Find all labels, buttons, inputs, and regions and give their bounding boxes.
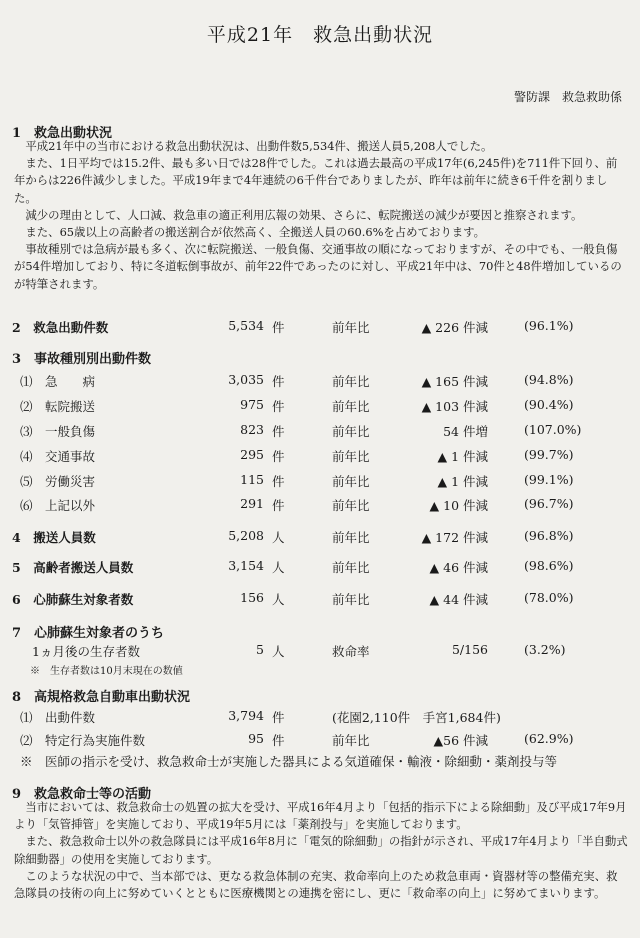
row-unit: 件 [272, 474, 285, 489]
row-percent: (78.0%) [524, 590, 574, 605]
section8-note: ※ 医師の指示を受け、救急救命士が実施した器具による気道確保・輸液・除細動・薬剤投与等 [20, 754, 558, 769]
row-value: 5 [256, 642, 264, 657]
row-label: 1ヵ月後の生存者数 [32, 644, 140, 659]
row-unit: 人 [272, 592, 285, 607]
row-value: 3,154 [228, 558, 264, 573]
row-compare: 前年比 [332, 530, 370, 545]
row-diff: ▲ 172 件減 [421, 530, 488, 545]
row-label: ⑶ 一般負傷 [20, 424, 96, 439]
section3-heading: 3 事故種別別出動件数 [12, 352, 152, 367]
row-label: 5 高齢者搬送人員数 [12, 560, 134, 575]
section4-row [12, 528, 628, 548]
row-diff: 5/156 [451, 642, 488, 657]
row-unit: 件 [272, 320, 285, 335]
row-percent: (62.9%) [524, 731, 574, 746]
row-value: 3,035 [228, 372, 264, 387]
row-compare: 救命率 [332, 644, 370, 659]
row-diff: ▲56 件減 [433, 733, 488, 748]
row-compare: 前年比 [332, 733, 370, 748]
row-label: 4 搬送人員数 [12, 530, 96, 545]
department-label: 警防課 救急救助係 [513, 90, 622, 104]
section1-body [14, 138, 628, 293]
section6-row [12, 590, 628, 610]
row-unit: 件 [272, 710, 285, 725]
row-diff: ▲ 103 件減 [421, 399, 488, 414]
row-unit: 件 [272, 498, 285, 513]
section8-row1 [12, 708, 628, 728]
row-unit: 件 [272, 374, 285, 389]
row-value: 823 [240, 422, 264, 437]
table-row [12, 397, 628, 417]
section5-row [12, 558, 628, 578]
row-percent: (90.4%) [524, 397, 574, 412]
row-value: 5,534 [228, 318, 264, 333]
row-percent: (96.1%) [524, 318, 574, 333]
table-row [12, 372, 628, 392]
row-unit: 件 [272, 424, 285, 439]
row-diff: ▲ 46 件減 [429, 560, 488, 575]
row-label: 2 救急出動件数 [12, 320, 109, 335]
row-value: 95 [248, 731, 264, 746]
row-percent: (99.1%) [524, 472, 574, 487]
row-compare: 前年比 [332, 449, 370, 464]
table-row [12, 447, 628, 467]
row-value: 975 [240, 397, 264, 412]
table-row [12, 496, 628, 516]
row-label: ⑵ 特定行為実施件数 [20, 733, 146, 748]
row-label: ⑷ 交通事故 [20, 449, 96, 464]
row-unit: 件 [272, 733, 285, 748]
row-diff: 54 件増 [443, 424, 488, 439]
row-value: 295 [240, 447, 264, 462]
section2-row [12, 318, 628, 338]
row-value: 5,208 [228, 528, 264, 543]
table-row [12, 422, 628, 442]
row-unit: 人 [272, 530, 285, 545]
section1-paragraph: また、1日平均では15.2件、最も多い日では28件でした。これは過去最高の平成17年(6,245件)を711件下回り、前年からは226件減少しました。平成19年まで4年連続の6千件台でありましたが、昨年は前年に続き6千件を割りました。 [14, 156, 618, 205]
row-compare: 前年比 [332, 498, 370, 513]
section1-paragraph: 事故種別では急病が最も多く、次に転院搬送、一般負傷、交通事故の順になっておりますが、その中でも、一般負傷が54件増加しており、特に冬道転倒事故が、前年22件であったのに対し、平成21年中は、70件と48件増加しているのが特筆されます。 [14, 242, 622, 291]
row-percent: (99.7%) [524, 447, 574, 462]
section9-body [14, 799, 628, 902]
section8-heading: 8 高規格救急自動車出動状況 [12, 690, 191, 705]
row-percent: (96.8%) [524, 528, 574, 543]
table-row [12, 472, 628, 492]
row-detail: (花園2,110件 手宮1,684件) [332, 710, 501, 725]
row-label: ⑴ 出動件数 [20, 710, 96, 725]
row-unit: 人 [272, 644, 285, 659]
row-value: 115 [240, 472, 264, 487]
section8-row2 [12, 731, 628, 751]
section9-heading: 9 救急救命士等の活動 [12, 787, 152, 802]
row-percent: (98.6%) [524, 558, 574, 573]
section9-paragraph: 当市においては、救急救命士の処置の拡大を受け、平成16年4月より「包括的指示下による除細動」及び平成17年9月より「気管挿管」を実施しており、平成19年5月には「薬剤投与」を実施しております。 [14, 800, 627, 832]
row-percent: (94.8%) [524, 372, 574, 387]
row-diff: ▲ 226 件減 [421, 320, 488, 335]
row-diff: ▲ 165 件減 [421, 374, 488, 389]
row-label: ⑹ 上記以外 [20, 498, 96, 513]
row-label: ⑴ 急 病 [20, 374, 96, 389]
row-unit: 件 [272, 449, 285, 464]
row-unit: 件 [272, 399, 285, 414]
section1-paragraph: 平成21年中の当市における救急出動状況は、出動件数5,534件、搬送人員5,208人でした。 [25, 139, 493, 153]
row-label: ⑸ 労働災害 [20, 474, 96, 489]
row-diff: ▲ 1 件減 [437, 474, 488, 489]
section9-paragraph: また、救急救命士以外の救急隊員には平成16年8月に「電気的除細動」の指針が示され、平成17年4月より「半自動式除細動器」の使用を実施しております。 [14, 834, 628, 866]
row-compare: 前年比 [332, 560, 370, 575]
row-percent: (96.7%) [524, 496, 574, 511]
row-compare: 前年比 [332, 592, 370, 607]
row-value: 291 [240, 496, 264, 511]
row-value: 3,794 [228, 708, 264, 723]
row-label: 6 心肺蘇生対象者数 [12, 592, 134, 607]
section1-paragraph: 減少の理由として、人口減、救急車の適正利用広報の効果、さらに、転院搬送の減少が要因と推察されます。 [25, 207, 583, 222]
page-title: 平成21年 救急出動状況 [206, 24, 434, 46]
row-unit: 人 [272, 560, 285, 575]
section7-heading: 7 心肺蘇生対象者のうち [12, 626, 165, 641]
row-diff: ▲ 44 件減 [429, 592, 488, 607]
row-value: 156 [240, 590, 264, 605]
section7-row [12, 642, 628, 662]
row-percent: (107.0%) [524, 422, 582, 437]
row-compare: 前年比 [332, 374, 370, 389]
row-compare: 前年比 [332, 474, 370, 489]
row-compare: 前年比 [332, 320, 370, 335]
row-percent: (3.2%) [524, 642, 566, 657]
row-diff: ▲ 10 件減 [429, 498, 488, 513]
section1-heading: 1 救急出動状況 [12, 126, 113, 141]
section9-paragraph: このような状況の中で、当本部では、更なる救急体制の充実、救命率向上のため救急車両・資器材等の整備充実、救急隊員の技術の向上に努めていくとともに医療機関との連携を密にし、更に「救命率の向上」に努めてまいります。 [14, 868, 618, 901]
section1-paragraph: また、65歳以上の高齢者の搬送割合が依然高く、全搬送人員の60.6%を占めております。 [25, 225, 485, 240]
section7-note: ※ 生存者数は10月末現在の数値 [30, 666, 183, 677]
row-compare: 前年比 [332, 399, 370, 414]
row-label: ⑵ 転院搬送 [20, 399, 96, 414]
row-compare: 前年比 [332, 424, 370, 439]
row-diff: ▲ 1 件減 [437, 449, 488, 464]
